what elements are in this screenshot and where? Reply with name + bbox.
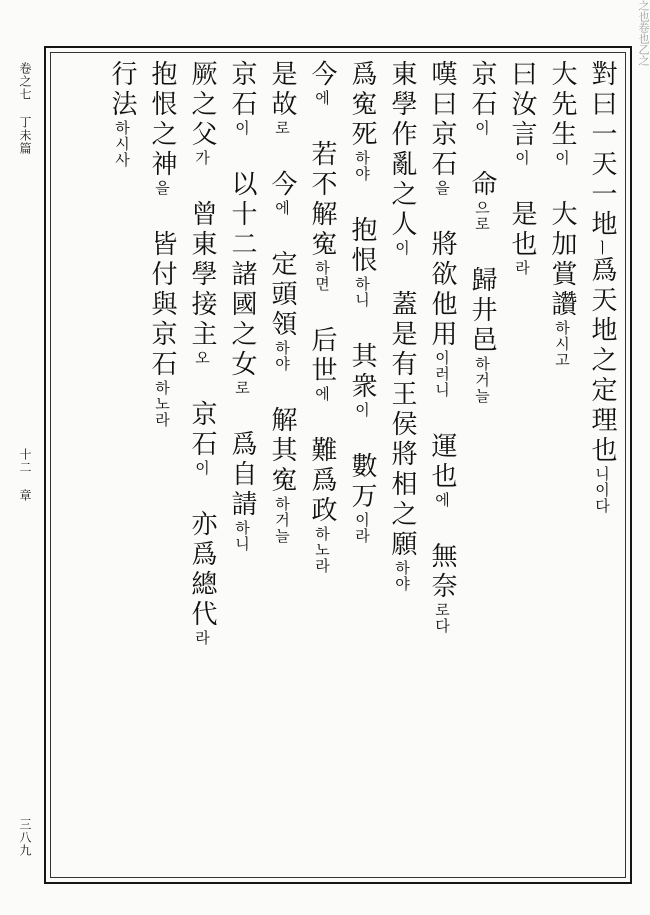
hanja-text: 厥之父 <box>187 60 217 150</box>
hanja-text: 蓋是有王侯將相之願 <box>387 256 417 560</box>
hanja-text: 若不解寃 <box>307 106 337 260</box>
hanja-text: 大先生 <box>547 60 577 150</box>
text-line <box>546 60 578 860</box>
hangul-particle: 이 <box>473 120 491 136</box>
hanja-text: 抱恨 <box>347 182 377 276</box>
text-line <box>226 60 258 860</box>
text-line <box>386 60 418 860</box>
hangul-particle: 하야 <box>273 340 291 372</box>
hangul-particle: 이러니 <box>433 350 451 398</box>
hangul-particle: 하면 <box>313 260 331 292</box>
hanja-text: 皆付與京石 <box>147 196 177 380</box>
volume-label: 卷之七 丁未篇 <box>18 62 32 155</box>
hanja-text: 后世 <box>307 292 337 386</box>
text-line <box>506 60 538 860</box>
hanja-text: 行法 <box>107 60 137 120</box>
hangul-particle: 로 <box>233 380 251 396</box>
hanja-text: 無奈 <box>427 508 457 602</box>
hanja-text: 抱恨之神 <box>147 60 177 180</box>
hanja-text: 京石 <box>187 366 217 460</box>
hangul-particle: 하시사 <box>113 120 131 168</box>
hanja-text: 今 <box>307 60 337 90</box>
hangul-particle: 하니 <box>233 520 251 552</box>
hangul-particle: 하노라 <box>313 526 331 574</box>
hangul-particle: ㅣ <box>593 240 611 256</box>
hangul-particle: 을 <box>433 180 451 196</box>
hanja-text: 其衆 <box>347 308 377 402</box>
hanja-text: 亦爲總代 <box>187 476 217 630</box>
hangul-particle: 하노라 <box>153 380 171 428</box>
hanja-text: 爲自請 <box>227 396 257 520</box>
bleed-through-marks: 之也卷也乙之 <box>637 0 650 66</box>
hangul-particle: 이 <box>233 120 251 136</box>
text-line <box>426 60 458 860</box>
hangul-particle: 하거늘 <box>273 496 291 544</box>
hanja-text: 將欲他用 <box>427 196 457 350</box>
text-line <box>186 60 218 860</box>
hangul-particle: 이 <box>553 150 571 166</box>
hanja-text: 是故 <box>267 60 297 120</box>
hangul-particle: 이 <box>393 240 411 256</box>
hangul-particle: 니이다 <box>593 466 611 514</box>
hanja-text: 京石 <box>227 60 257 120</box>
hangul-particle: 가 <box>193 150 211 166</box>
text-line <box>146 60 178 860</box>
section-label: 十二 章 <box>18 448 32 502</box>
hangul-particle: 하거늘 <box>473 356 491 404</box>
hanja-text: 東學作亂之人 <box>387 60 417 240</box>
hangul-particle: 에 <box>313 90 331 106</box>
text-line <box>306 60 338 860</box>
hangul-particle: 이라 <box>353 512 371 544</box>
hanja-text: 歸井邑 <box>467 232 497 356</box>
hanja-text: 解其寃 <box>267 372 297 496</box>
hanja-text: 大加賞讚 <box>547 166 577 320</box>
hanja-text: 是也 <box>507 166 537 260</box>
hangul-particle: 라 <box>193 630 211 646</box>
hanja-text: 難爲政 <box>307 402 337 526</box>
text-line <box>466 60 498 860</box>
text-line <box>586 60 618 860</box>
hangul-particle: 하야 <box>393 560 411 592</box>
hanja-text: 命 <box>467 136 497 200</box>
hangul-particle: 을 <box>153 180 171 196</box>
hangul-particle: 에 <box>273 200 291 216</box>
hangul-particle: 하시고 <box>553 320 571 368</box>
hanja-text: 嘆曰京石 <box>427 60 457 180</box>
hanja-text: 數万 <box>347 418 377 512</box>
hangul-particle: 으로 <box>473 200 491 232</box>
hangul-particle: 이 <box>193 460 211 476</box>
hanja-text: 今 <box>267 136 297 200</box>
hanja-text: 運也 <box>427 398 457 492</box>
hangul-particle: 라 <box>513 260 531 276</box>
hanja-text: 以十二諸國之女 <box>227 136 257 380</box>
text-line <box>266 60 298 860</box>
hangul-particle: 이 <box>353 402 371 418</box>
hanja-text: 曰汝言 <box>507 60 537 150</box>
hangul-particle: 로다 <box>433 602 451 634</box>
hanja-text: 爲寃死 <box>347 60 377 150</box>
hangul-particle: 로 <box>273 120 291 136</box>
hanja-text: 爲天地之定理也 <box>587 256 617 466</box>
hanja-text: 定頭領 <box>267 216 297 340</box>
hangul-particle: 하야 <box>353 150 371 182</box>
hangul-particle: 오 <box>193 350 211 366</box>
hangul-particle: 이 <box>513 150 531 166</box>
body-text <box>56 60 622 860</box>
hanja-text: 曾東學接主 <box>187 166 217 350</box>
hanja-text: 對曰一天一地 <box>587 60 617 240</box>
text-line <box>346 60 378 860</box>
hanja-text: 京石 <box>467 60 497 120</box>
page-number: 三八九 <box>18 818 32 857</box>
hangul-particle: 에 <box>313 386 331 402</box>
text-line <box>106 60 138 860</box>
hangul-particle: 하니 <box>353 276 371 308</box>
hangul-particle: 에 <box>433 492 451 508</box>
